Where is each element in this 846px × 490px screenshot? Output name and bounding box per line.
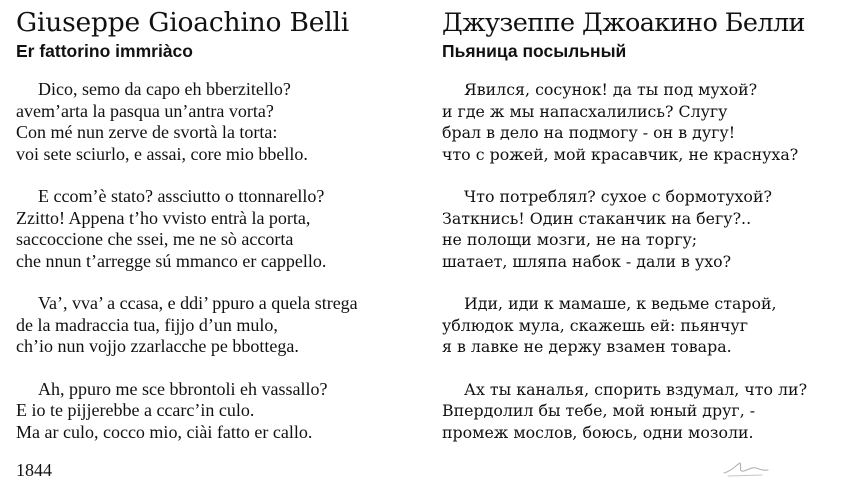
verse-line: и где ж мы напасхалились? Слугу — [442, 101, 728, 121]
author-name-italian: Giuseppe Gioachino Belli — [16, 7, 350, 38]
verse-line: Явился, сосунок! да ты под мухой? — [464, 80, 758, 99]
stanza — [16, 79, 426, 165]
russian-column — [442, 0, 842, 464]
stanzas-italian — [16, 79, 426, 443]
verse-line: Иди, иди к мамаше, к ведьме старой, — [464, 294, 777, 313]
verse-line: ch’io nun vojjo zzarlacche pe bbottega. — [16, 336, 299, 356]
verse-line: промеж мослов, боюсь, одни мозоли. — [442, 422, 754, 442]
poem-title-italian: Er fattorino immriàco — [16, 41, 193, 61]
verse-line: не полощи мозги, не на торгу; — [442, 230, 698, 249]
stanza — [442, 293, 842, 358]
verse-line: Что потреблял? сухое с бормотухой? — [464, 187, 772, 206]
verse-line: saccoccione che ssei, me ne sò accorta — [16, 229, 294, 249]
verse-line: шатает, шляпа набок - дали в ухо? — [442, 251, 732, 271]
verse-line: avem’arta la pasqua un’antra vorta? — [16, 100, 274, 121]
verse-line: Заткнись! Один стаканчик на бегу?.. — [442, 208, 752, 228]
verse-line: de la madraccia tua, fijjo d’un mulo, — [16, 314, 278, 335]
poem-title-russian: Пьяница посыльный — [442, 41, 627, 61]
stanza — [16, 186, 426, 272]
stanza — [442, 186, 842, 272]
verse-line: Ах ты каналья, спорить вздумал, что ли? — [464, 379, 808, 399]
stanza — [442, 379, 842, 444]
stanzas-russian — [442, 79, 842, 443]
poem-year: 1844 — [16, 460, 52, 480]
verse-line: я в лавке не держу взамен товара. — [442, 337, 732, 356]
verse-line: voi sete sciurlo, e assai, core mio bbello. — [16, 143, 308, 164]
stanza — [16, 293, 426, 358]
verse-line: ублюдок мула, скажешь ей: пьянчуг — [442, 315, 748, 335]
signature-mark — [722, 457, 772, 479]
verse-line: E ccom’è stato? assciutto o ttonnarello? — [38, 186, 325, 206]
verse-line: Ma ar culo, cocco mio, ciài fatto er callo. — [16, 421, 313, 442]
verse-line: Dico, semo da capo eh bberzitello? — [38, 79, 291, 99]
verse-line: Впердолил бы тебе, мой юный друг, - — [442, 401, 756, 420]
verse-line: E io te pijjerebbe a ccarc’in culo. — [16, 400, 255, 420]
verse-line: Ah, ppuro me sce bbrontoli eh vassallo? — [38, 378, 328, 399]
author-name-russian: Джузеппе Джоакино Белли — [442, 8, 805, 38]
italian-column — [16, 0, 426, 464]
verse-line: что с рожей, мой красавчик, не краснуха? — [442, 144, 799, 164]
verse-line: Va’, vva’ a ccasa, e ddi’ ppuro a quela strega — [38, 293, 358, 313]
stanza — [16, 379, 426, 444]
verse-line: Con mé nun zerve de svortà la torta: — [16, 122, 278, 142]
stanza — [442, 79, 842, 165]
verse-line: che nnun t’arregge sú mmanco er cappello. — [16, 250, 327, 271]
verse-line: Zzitto! Appena t’ho vvisto entrà la porta, — [16, 207, 311, 228]
verse-line: брал в дело на подмогу - он в дугу! — [442, 123, 736, 142]
